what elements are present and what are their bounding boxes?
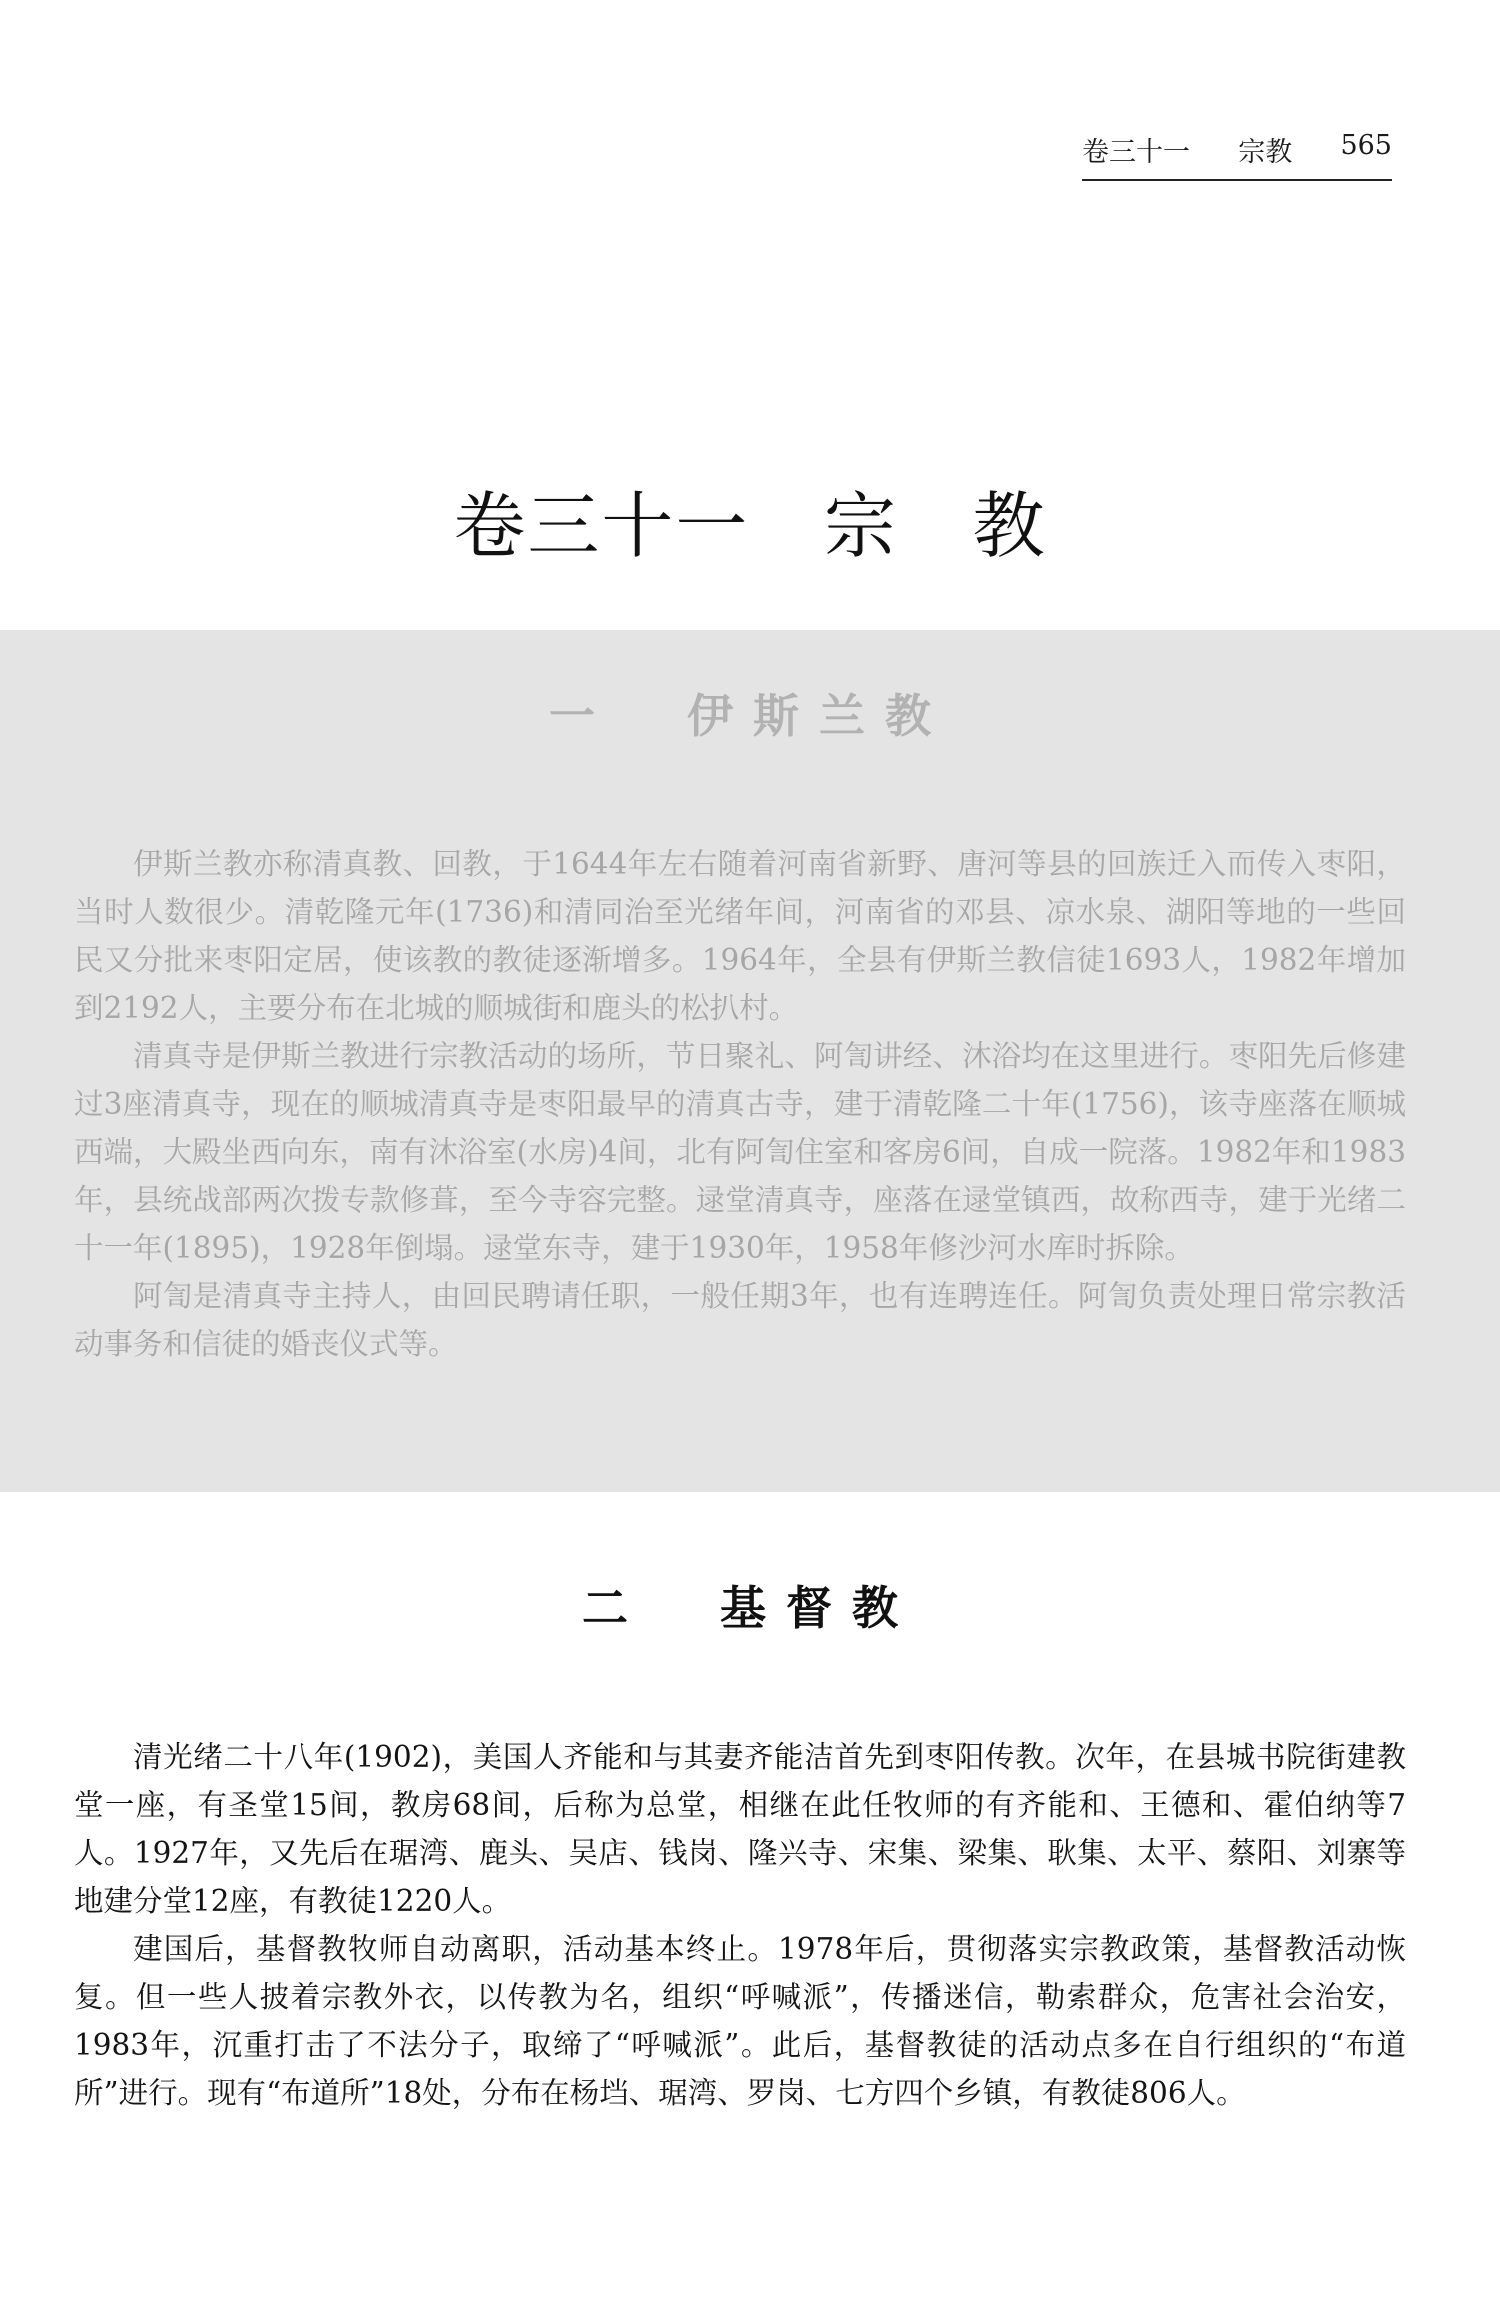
section-body-islam bbox=[74, 840, 1406, 1368]
paragraph: 伊斯兰教亦称清真教、回教，于1644年左右随着河南省新野、唐河等县的回族迁入而传入枣阳，当时人数很少。清乾隆元年(1736)和清同治至光绪年间，河南省的邓县、凉水泉、湖阳等地的一些回民又分批来枣阳定居，使该教的教徒逐渐增多。1964年，全县有伊斯兰教信徒1693人，1982年增加到2192人，主要分布在北城的顺城街和鹿头的松扒村。 bbox=[74, 847, 1406, 1025]
running-header bbox=[1082, 130, 1392, 181]
header-volume: 卷三十一 bbox=[1082, 137, 1190, 168]
header-section: 宗教 bbox=[1238, 137, 1293, 168]
volume-title: 卷三十一 宗 教 bbox=[453, 484, 1047, 568]
paragraph: 阿訇是清真寺主持人，由回民聘请任职，一般任期3年，也有连聘连任。阿訇负责处理日常宗教活动事务和信徒的婚丧仪式等。 bbox=[74, 1279, 1406, 1361]
paragraph: 清真寺是伊斯兰教进行宗教活动的场所，节日聚礼、阿訇讲经、沐浴均在这里进行。枣阳先后修建过3座清真寺，现在的顺城清真寺是枣阳最早的清真古寺，建于清乾隆二十年(1756)，该寺座落在顺城西端，大殿坐西向东，南有沐浴室(水房)4间，北有阿訇住室和客房6间，自成一院落。1982年和1983年，县统战部两次拨专款修葺，至今寺容完整。逯堂清真寺，座落在逯堂镇西，故称西寺，建于光绪二十一年(1895)，1928年倒塌。逯堂东寺，建于1930年，1958年修沙河水库时拆除。 bbox=[74, 1039, 1406, 1265]
paragraph: 清光绪二十八年(1902)，美国人齐能和与其妻齐能洁首先到枣阳传教。次年，在县城书院街建教堂一座，有圣堂15间，教房68间，后称为总堂，相继在此任牧师的有齐能和、王德和、霍伯纳等7人。1927年，又先后在琚湾、鹿头、吴店、钱岗、隆兴寺、宋集、梁集、耿集、太平、蔡阳、刘寨等地建分堂12座，有教徒1220人。 bbox=[74, 1740, 1406, 1918]
paragraph: 建国后，基督教牧师自动离职，活动基本终止。1978年后，贯彻落实宗教政策，基督教活动恢复。但一些人披着宗教外衣，以传教为名，组织“呼喊派”，传播迷信，勒索群众，危害社会治安，1983年，沉重打击了不法分子，取缔了“呼喊派”。此后，基督教徒的活动点多在自行组织的“布道所”进行。现有“布道所”18处，分布在杨垱、琚湾、罗岗、七方四个乡镇，有教徒806人。 bbox=[74, 1932, 1406, 2110]
page-number: 565 bbox=[1340, 130, 1392, 161]
section-title-islam: 一 伊斯兰教 bbox=[548, 689, 952, 743]
section-body-christianity bbox=[74, 1733, 1406, 2117]
section-title-christianity: 二 基督教 bbox=[581, 1581, 919, 1635]
